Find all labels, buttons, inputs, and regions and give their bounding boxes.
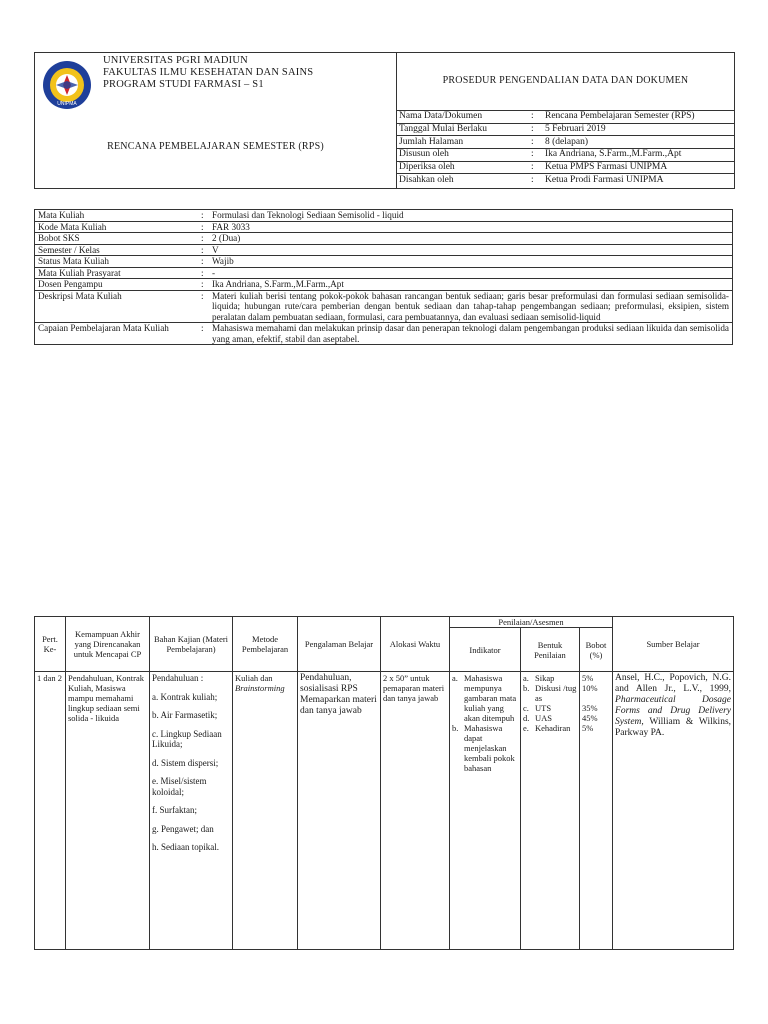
header-sumber: Sumber Belajar [613,617,734,672]
course-label: Dosen Pengampu [35,279,200,291]
meta-colon: : [529,161,543,174]
bentuk-text: UTS [535,703,552,713]
bentuk-item [523,673,577,683]
meta-row [397,149,734,162]
header-penilaian: Penilaian/Asesmen [450,617,613,628]
course-value: Formulasi dan Teknologi Sediaan Semisolid - liquid [209,210,733,222]
bahan-item: h. Sediaan topikal. [152,842,219,852]
header-left-panel [35,53,397,188]
course-colon: : [199,256,209,268]
course-info-table [34,209,733,345]
bobot-item: 5% [582,723,594,733]
course-value: 2 (Dua) [209,233,733,245]
meta-value: 5 Februari 2019 [543,123,734,136]
meta-label: Diperiksa oleh [397,161,529,174]
meta-colon: : [529,111,543,124]
meta-row [397,174,734,186]
course-row [35,244,733,256]
meta-label: Jumlah Halaman [397,136,529,149]
cell-bobot [580,672,613,950]
bahan-item: c. Lingkup Sediaan Likuida; [152,728,222,749]
document-meta-table [397,110,734,186]
sumber-pre: Ansel, H.C., Popovich, N.G. and Allen Jr., L.V., 1999, [615,673,732,694]
cell-indikator [450,672,521,950]
document-header [34,52,735,189]
course-row [35,233,733,245]
bentuk-marker: b. [523,683,530,693]
meta-row [397,123,734,136]
indikator-item [452,673,518,723]
faculty-name: FAKULTAS ILMU KESEHATAN DAN SAINS [103,67,314,78]
header-kemampuan: Kemampuan Akhir yang Direncanakan untuk Mencapai CP [66,617,150,672]
header-bentuk: Bentuk Penilaian [521,628,580,672]
course-label: Deskripsi Mata Kuliah [35,290,200,323]
cell-alokasi: 2 x 50” untuk pemaparan materi dan tanya jawab [381,672,450,950]
course-value: Ika Andriana, S.Farm.,M.Farm.,Apt [209,279,733,291]
meta-value: Ika Andriana, S.Farm.,M.Farm.,Apt [543,149,734,162]
university-name: UNIVERSITAS PGRI MADIUN [103,55,248,66]
bentuk-marker: e. [523,723,529,733]
cell-metode [233,672,298,950]
course-row [35,256,733,268]
course-value: FAR 3033 [209,221,733,233]
metode-text: Kuliah dan [235,673,273,683]
course-label: Mata Kuliah [35,210,200,222]
indikator-marker: b. [452,723,459,733]
bentuk-text: Kehadiran [535,723,571,733]
course-label: Semester / Kelas [35,244,200,256]
bentuk-item [523,683,577,703]
bentuk-text: Diskusi /tugas [535,683,577,703]
bentuk-marker: c. [523,703,529,713]
course-colon: : [199,244,209,256]
header-bahan: Bahan Kajian (Materi Pembelajaran) [150,617,233,672]
course-colon: : [199,279,209,291]
bentuk-text: Sikap [535,673,555,683]
meta-label: Disusun oleh [397,149,529,162]
program-name: PROGRAM STUDI FARMASI – S1 [103,79,264,90]
course-colon: : [199,210,209,222]
course-colon: : [199,290,209,323]
bobot-item: 5% [582,673,594,683]
header-alokasi: Alokasi Waktu [381,617,450,672]
cell-sumber [613,672,734,950]
meta-colon: : [529,123,543,136]
course-colon: : [199,267,209,279]
course-label: Status Mata Kuliah [35,256,200,268]
meta-value: Ketua Prodi Farmasi UNIPMA [543,174,734,186]
bahan-item: b. Air Farmasetik; [152,710,218,720]
bentuk-item [523,703,577,713]
document-title: RENCANA PEMBELAJARAN SEMESTER (RPS) [107,141,324,152]
header-pert: Pert. Ke- [35,617,66,672]
sumber-post: , William & Wilkins, Parkway PA. [615,717,732,738]
meta-colon: : [529,174,543,186]
course-value: Materi kuliah berisi tentang pokok-pokok bahasan rancangan bentuk sediaan; garis besar preformulasi dan formulasi sediaan semisolida-liquida; hubungan rute/cara pemberian dengan bentuk sediaan dan tahap-tahap pengembangan sediaan; preformulasi, eksipien, sistem peralatan dalam pembuatan sediaan, formulasi, cara pembuatannya, dan evaluasi sediaan semisolid-liquid [209,290,733,323]
meta-label: Tanggal Mulai Berlaku [397,123,529,136]
table-row [35,672,734,950]
course-colon: : [199,323,209,345]
meta-label: Nama Data/Dokumen [397,111,529,124]
logo-text: UNIPMA [57,101,77,107]
meta-row [397,111,734,124]
procedure-title: PROSEDUR PENGENDALIAN DATA DAN DOKUMEN [442,75,689,86]
cell-pert: 1 dan 2 [35,672,66,950]
cell-kemampuan: Pendahuluan, Kontrak Kuliah, Masiswa mampu memahami lingkup sediaan semi solida - likuida [66,672,150,950]
bahan-intro: Pendahuluan : [152,673,204,683]
bobot-item: 35% [582,703,598,713]
schedule-table [34,616,734,950]
bahan-item: a. Kontrak kuliah; [152,691,218,702]
bahan-item: e. Misel/sistem koloidal; [152,776,207,797]
indikator-text: Mahasiswa dapat menjelaskan kembali pokok bahasan [464,723,515,773]
course-value: Wajib [209,256,733,268]
course-colon: : [199,233,209,245]
course-row [35,267,733,279]
bentuk-marker: a. [523,673,529,683]
header-pengalaman: Pengalaman Belajar [298,617,381,672]
course-label: Bobot SKS [35,233,200,245]
header-metode: Metode Pembelajaran [233,617,298,672]
cell-pengalaman: Pendahuluan, sosialisasi RPS Memaparkan materi dan tanya jawab [298,672,381,950]
course-value: Mahasiswa memahami dan melakukan prinsip dasar dan penerapan teknologi dalam pengembangan produksi sediaan likuida dan semisolida yang aman, efektif, stabil dan aseptabel. [209,323,733,345]
bahan-item: d. Sistem dispersi; [152,757,219,768]
course-row [35,279,733,291]
bahan-item: g. Pengawet; dan [152,823,214,834]
university-logo [42,60,92,110]
bentuk-marker: d. [523,713,530,723]
course-colon: : [199,221,209,233]
course-row [35,290,733,323]
bentuk-text: UAS [535,713,553,723]
bahan-item: f. Surfaktan; [152,805,197,815]
cell-bentuk [521,672,580,950]
course-label: Capaian Pembelajaran Mata Kuliah [35,323,200,345]
bentuk-item [523,713,577,723]
meta-value: 8 (delapan) [543,136,734,149]
course-label: Mata Kuliah Prasyarat [35,267,200,279]
cell-bahan [150,672,233,950]
meta-value: Ketua PMPS Farmasi UNIPMA [543,161,734,174]
bentuk-item [523,723,577,733]
course-value: V [209,244,733,256]
meta-value: Rencana Pembelajaran Semester (RPS) [543,111,734,124]
indikator-item [452,723,518,773]
course-row [35,323,733,345]
bobot-item: 10% [582,683,598,693]
meta-row [397,136,734,149]
sumber-italic: Pharmaceutical Dosage Forms and Drug Delivery System [615,695,732,727]
indikator-text: Mahasiswa mempunya gambaran mata kuliah yang akan ditempuh [464,673,517,723]
meta-label: Disahkan oleh [397,174,529,186]
header-indikator: Indikator [450,628,521,672]
course-value: - [209,267,733,279]
meta-row [397,161,734,174]
course-row [35,221,733,233]
indikator-marker: a. [452,673,458,683]
bobot-item: 45% [582,713,598,723]
header-bobot: Bobot (%) [580,628,613,672]
meta-colon: : [529,149,543,162]
meta-colon: : [529,136,543,149]
course-label: Kode Mata Kuliah [35,221,200,233]
metode-italic: Brainstorming [235,683,285,693]
course-row [35,210,733,222]
